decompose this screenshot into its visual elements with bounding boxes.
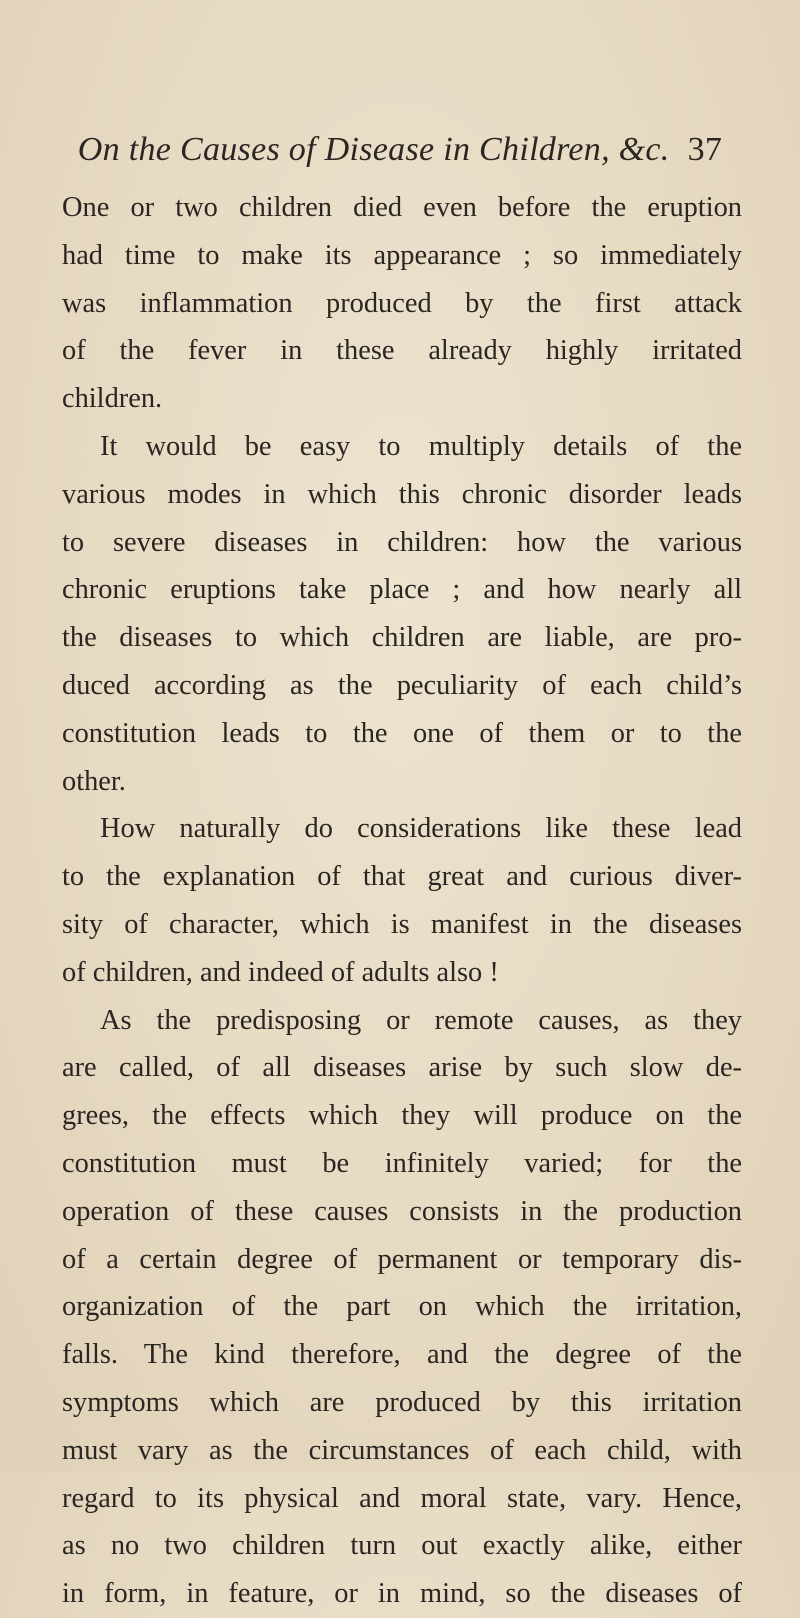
running-title: On the Causes of Disease in Children, &c.	[77, 131, 670, 168]
text-line: was inflammation produced by the first attack	[62, 287, 742, 319]
text-line: organization of the part on which the irritation,	[62, 1291, 742, 1323]
text-line: constitution must be infinitely varied; for the	[62, 1147, 742, 1179]
page-number: 37	[687, 131, 723, 168]
text-line: are called, of all diseases arise by such slow de-	[62, 1052, 742, 1084]
text-line: sity of character, which is manifest in the diseases	[62, 908, 742, 940]
text-line: How naturally do considerations like these lead	[100, 813, 742, 845]
text-line: operation of these causes consists in the production	[62, 1195, 742, 1227]
text-line: other.	[62, 765, 126, 797]
text-line: As the predisposing or remote causes, as they	[100, 1004, 742, 1036]
text-line: symptoms which are produced by this irritation	[62, 1386, 742, 1418]
text-line: to the explanation of that great and curious diver-	[62, 861, 742, 893]
body-text	[62, 184, 742, 1618]
text-line: One or two children died even before the eruption	[62, 192, 742, 223]
text-line: of children, and indeed of adults also !	[62, 956, 499, 988]
text-line: children.	[62, 383, 163, 415]
text-line: to severe diseases in children: how the various	[62, 526, 742, 558]
text-line: of the fever in these already highly irritated	[62, 335, 742, 367]
text-line: must vary as the circumstances of each child, with	[62, 1434, 742, 1466]
text-line: constitution leads to the one of them or to the	[62, 717, 742, 749]
text-line: duced according as the peculiarity of each child’s	[62, 669, 742, 701]
text-line: of a certain degree of permanent or temporary dis-	[62, 1243, 742, 1275]
text-line: as no two children turn out exactly alike, either	[62, 1530, 742, 1562]
text-line: the diseases to which children are liable, are pro-	[62, 622, 742, 654]
text-line: grees, the effects which they will produce on the	[62, 1100, 742, 1132]
text-line: falls. The kind therefore, and the degree of the	[62, 1339, 742, 1371]
text-line: had time to make its appearance ; so immediately	[62, 239, 742, 271]
text-line: regard to its physical and moral state, vary. Hence,	[62, 1482, 742, 1514]
running-head	[0, 128, 800, 172]
text-line: It would be easy to multiply details of the	[100, 430, 742, 462]
text-line: various modes in which this chronic disorder leads	[62, 478, 742, 510]
text-line: in form, in feature, or in mind, so the diseases of	[62, 1578, 742, 1610]
text-line: chronic eruptions take place ; and how nearly all	[62, 574, 742, 606]
